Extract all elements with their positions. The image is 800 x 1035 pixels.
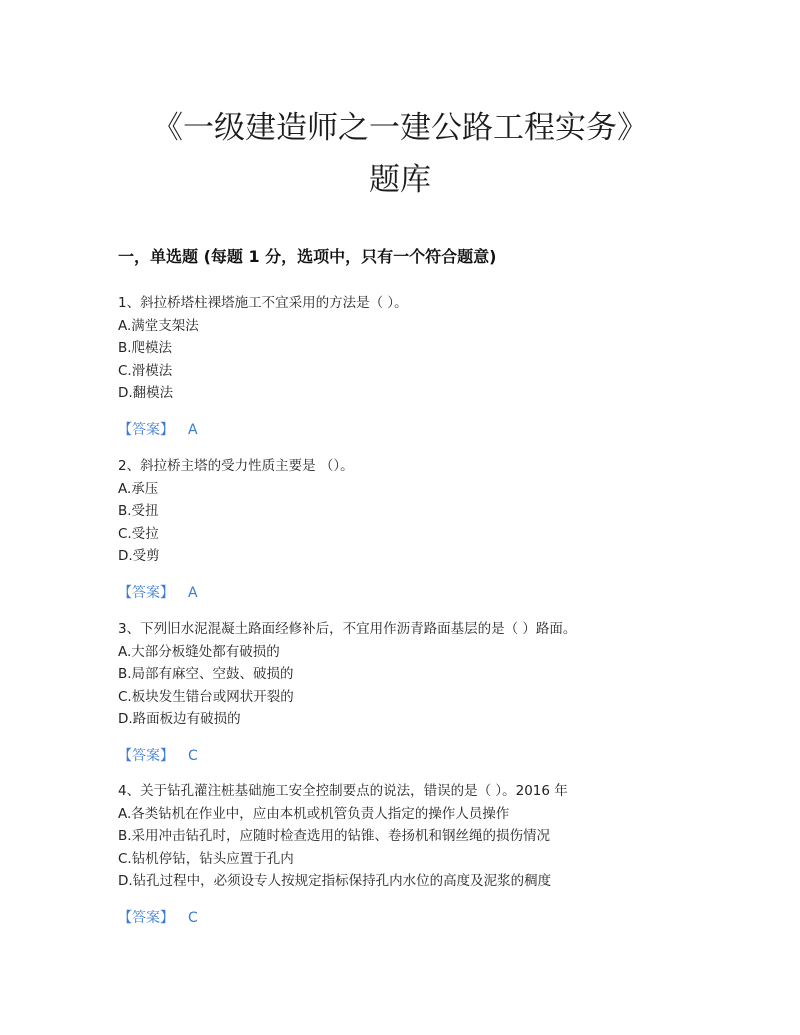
question-block	[118, 780, 718, 929]
option-c: C.钻机停钻，钻头应置于孔内	[118, 850, 294, 867]
option-a: A.满堂支架法	[118, 317, 199, 334]
question-stem: 3、下列旧水泥混凝土路面经修补后，不宜用作沥青路面基层的是（ ）路面。	[118, 621, 577, 637]
option-d: D.钻孔过程中，必须设专人按规定指标保持孔内水位的高度及泥浆的稠度	[118, 873, 552, 889]
answer-value: A	[188, 584, 198, 601]
option-b: B.爬模法	[118, 340, 173, 356]
answer-value: A	[188, 421, 198, 438]
document-subtitle: 题库	[369, 162, 431, 198]
answer-label: 【答案】	[118, 747, 174, 764]
answer-label: 【答案】	[118, 584, 174, 601]
answer-value: C	[188, 747, 198, 764]
option-d: D.翻模法	[118, 385, 174, 401]
question-stem: 4、关于钻孔灌注桩基础施工安全控制要点的说法，错误的是（ ）。2016 年	[118, 783, 568, 799]
option-a: A.各类钻机在作业中，应由本机或机管负责人指定的操作人员操作	[118, 805, 510, 822]
option-d: D.路面板边有破损的	[118, 711, 241, 727]
answer-line	[118, 745, 718, 767]
option-c: C.板块发生错台或网状开裂的	[118, 688, 294, 705]
section-heading: 一，单选题 (每题 1 分，选项中，只有一个符合题意)	[118, 247, 497, 266]
answer-line	[118, 419, 718, 441]
answer-value: C	[188, 909, 198, 926]
option-a: A.承压	[118, 480, 159, 497]
option-c: C.滑模法	[118, 362, 173, 379]
answer-label: 【答案】	[118, 909, 174, 926]
question-block	[118, 292, 718, 441]
option-d: D.受剪	[118, 548, 160, 564]
question-block	[118, 455, 718, 604]
answer-line	[118, 907, 718, 929]
answer-line	[118, 582, 718, 604]
option-a: A.大部分板缝处都有破损的	[118, 643, 280, 660]
answer-label: 【答案】	[118, 421, 174, 438]
option-b: B.采用冲击钻孔时，应随时检查选用的钻锥、卷扬机和钢丝绳的损伤情况	[118, 828, 551, 844]
option-c: C.受拉	[118, 525, 159, 542]
question-stem: 1、斜拉桥塔柱裸塔施工不宜采用的方法是（ ）。	[118, 295, 408, 311]
option-b: B.受扭	[118, 503, 159, 519]
question-stem: 2、斜拉桥主塔的受力性质主要是 （）。	[118, 458, 354, 474]
question-block	[118, 618, 718, 767]
document-title: 《一级建造师之一建公路工程实务》	[152, 110, 648, 146]
option-b: B.局部有麻空、空鼓、破损的	[118, 666, 294, 682]
